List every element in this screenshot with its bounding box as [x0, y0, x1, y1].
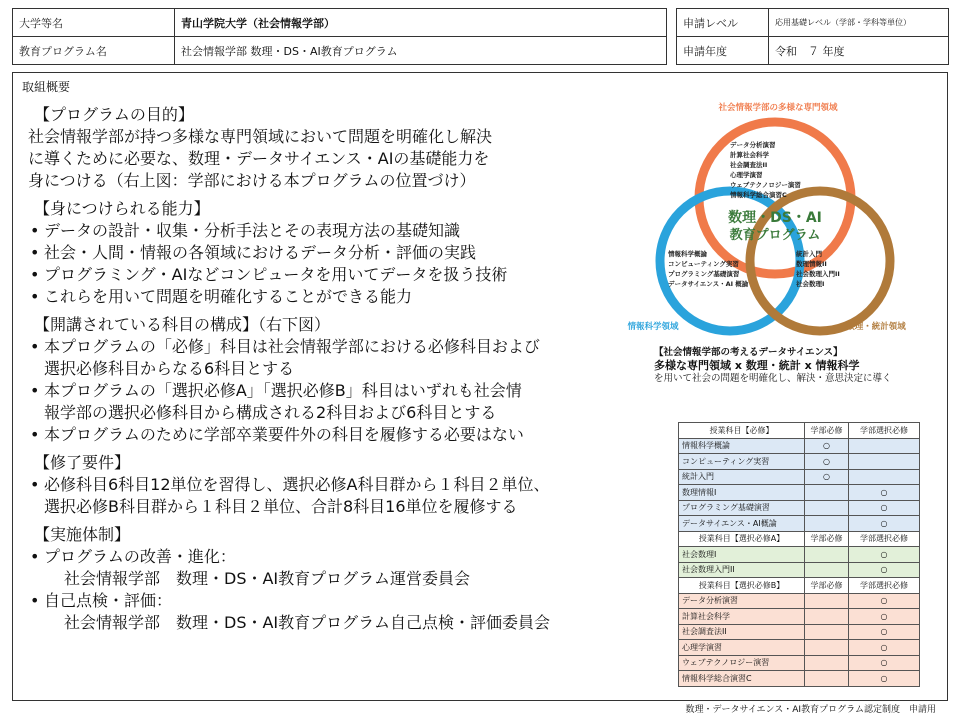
- application-header: [12, 8, 948, 64]
- venn-top-course: ウェブテクノロジー演習: [730, 181, 801, 189]
- structure-heading: 【開講されている科目の構成】（右下図）: [34, 315, 331, 334]
- table-row: プログラミング基礎演習 ○: [679, 500, 920, 516]
- level-value: 応用基礎レベル（学部・学科等単位）: [769, 9, 949, 37]
- table-row: ウェブテクノロジー演習 ○: [679, 655, 920, 671]
- program-value: 社会情報学部 数理・DS・AI教育プログラム: [175, 37, 667, 65]
- elective-a-section: 授業科目【選択必修A】 学部必修 学部選択必修 社会数理I ○ 社会数理入門II ○: [679, 531, 920, 578]
- table-row: 統計入門 ○: [679, 469, 920, 485]
- purpose-line: 身につける（右上図：学部における本プログラムの位置づけ）: [28, 171, 476, 190]
- purpose-line: 社会情報学部が持つ多様な専門領域において問題を明確化し解決: [28, 127, 493, 146]
- venn-top-course: 計算社会科学: [730, 151, 769, 159]
- structure-item: • 本プログラムの「選択必修A」「選択必修B」科目はいずれも社会情 報学部の選択必修科目から構成される2科目および6科目とする: [28, 380, 648, 424]
- concept-formula: 多様な専門領域 x 数理・統計 x 情報科学: [654, 359, 860, 372]
- structure-item: • 本プログラムの「必修」科目は社会情報学部における必修科目および 選択必修科目からなる6科目とする: [28, 336, 648, 380]
- ability-item: • プログラミング・AIなどコンピュータを用いてデータを扱う技術: [28, 264, 648, 286]
- table-row: データ分析演習 ○: [679, 593, 920, 609]
- elective-b-section: 授業科目【選択必修B】 学部必修 学部選択必修 データ分析演習 ○ 計算社会科学 ○ 社会調査法II ○ 心理学演習 ○ ウェブテクノロジー演習 ○ 情報科学総合演習C ○: [679, 578, 920, 687]
- implementation-detail: 社会情報学部 数理・DS・AI教育プログラム運営委員会: [64, 569, 470, 588]
- venn-left-course: 情報科学概論: [668, 250, 707, 258]
- abilities-heading: 【身につけられる能力】: [34, 199, 210, 218]
- table-row: コンピューティング実習 ○: [679, 454, 920, 470]
- implementation-item: • 自己点検・評価：: [28, 590, 648, 612]
- implementation-item: • プログラムの改善・進化：: [28, 546, 648, 568]
- implementation-heading: 【実施体制】: [34, 525, 131, 544]
- table-row: 情報科学総合演習C ○: [679, 671, 920, 687]
- ability-item: • 社会・人間・情報の各領域におけるデータ分析・評価の実践: [28, 242, 648, 264]
- concept-title: 【社会情報学部の考えるデータサイエンス】: [654, 347, 843, 358]
- course-table: [678, 422, 920, 687]
- venn-left-course: データサイエンス・AI 概論: [668, 280, 749, 288]
- overview-text: [28, 104, 648, 634]
- venn-top-label: 社会情報学部の多様な専門領域: [718, 103, 838, 113]
- purpose-heading: 【プログラムの目的】: [34, 105, 194, 124]
- venn-right-label: 数理・統計領域: [846, 322, 906, 332]
- venn-left-label: 情報科学領域: [627, 322, 679, 332]
- venn-right-course: 社会数理I: [796, 280, 825, 288]
- table-row: 情報科学概論 ○: [679, 438, 920, 454]
- ability-item: • これらを用いて問題を明確化することができる能力: [28, 286, 648, 308]
- overview-label: 取組概要: [22, 80, 71, 94]
- required-section: 授業科目【必修】 学部必修 学部選択必修 情報科学概論 ○ コンピューティング実習 ○ 統計入門 ○ 数理情報I ○ プログラミング基礎演習 ○ データサイエンス・AI概論 ○: [679, 423, 920, 532]
- table-row: 社会数理I ○: [679, 547, 920, 563]
- data-science-concept: [654, 346, 892, 385]
- venn-left-course: コンピューティング実習: [668, 260, 739, 268]
- year-value: 令和 ７ 年度: [769, 37, 949, 65]
- university-label: 大学等名: [13, 9, 175, 37]
- ability-item: • データの設計・収集・分析手法とその表現方法の基礎知識: [28, 220, 648, 242]
- table-row: 心理学演習 ○: [679, 640, 920, 656]
- year-label: 申請年度: [677, 37, 769, 65]
- table-row: 計算社会科学 ○: [679, 609, 920, 625]
- concept-description: を用いて社会の問題を明確化し、解決・意思決定に導く: [654, 373, 892, 384]
- venn-top-course: データ分析演習: [730, 141, 776, 149]
- venn-left-course: プログラミング基礎演習: [668, 270, 740, 278]
- completion-item: • 必修科目6科目12単位を習得し、選択必修A科目群から１科目２単位、 選択必修B科目群から１科目２単位、合計8科目16単位を履修する: [28, 474, 648, 518]
- implementation-detail: 社会情報学部 数理・DS・AI教育プログラム自己点検・評価委員会: [64, 613, 550, 632]
- table-row: 社会数理入門II ○: [679, 562, 920, 578]
- venn-center-line1: 数理・DS・AI: [728, 210, 822, 226]
- structure-item: • 本プログラムのために学部卒業要件外の科目を履修する必要はない: [28, 424, 648, 446]
- purpose-line: に導くために必要な、数理・データサイエンス・AIの基礎能力を: [28, 149, 490, 168]
- venn-right-course: 数理情報II: [796, 260, 827, 268]
- footer-note: 数理・データサイエンス・AI教育プログラム認定制度 申請用: [685, 705, 936, 715]
- venn-center-line2: 教育プログラム: [729, 228, 821, 243]
- venn-right-course: 統計入門: [796, 250, 822, 258]
- table-row: 数理情報I ○: [679, 485, 920, 501]
- level-label: 申請レベル: [677, 9, 769, 37]
- university-value: 青山学院大学（社会情報学部）: [175, 9, 667, 37]
- venn-right-course: 社会数理入門II: [796, 270, 840, 278]
- program-label: 教育プログラム名: [13, 37, 175, 65]
- venn-diagram: [618, 96, 938, 336]
- table-row: データサイエンス・AI概論 ○: [679, 516, 920, 532]
- venn-top-course: 情報科学総合演習C: [730, 191, 787, 199]
- venn-top-course: 心理学演習: [730, 171, 763, 179]
- venn-top-course: 社会調査法II: [730, 161, 768, 169]
- completion-heading: 【修了要件】: [34, 453, 131, 472]
- table-row: 社会調査法II ○: [679, 624, 920, 640]
